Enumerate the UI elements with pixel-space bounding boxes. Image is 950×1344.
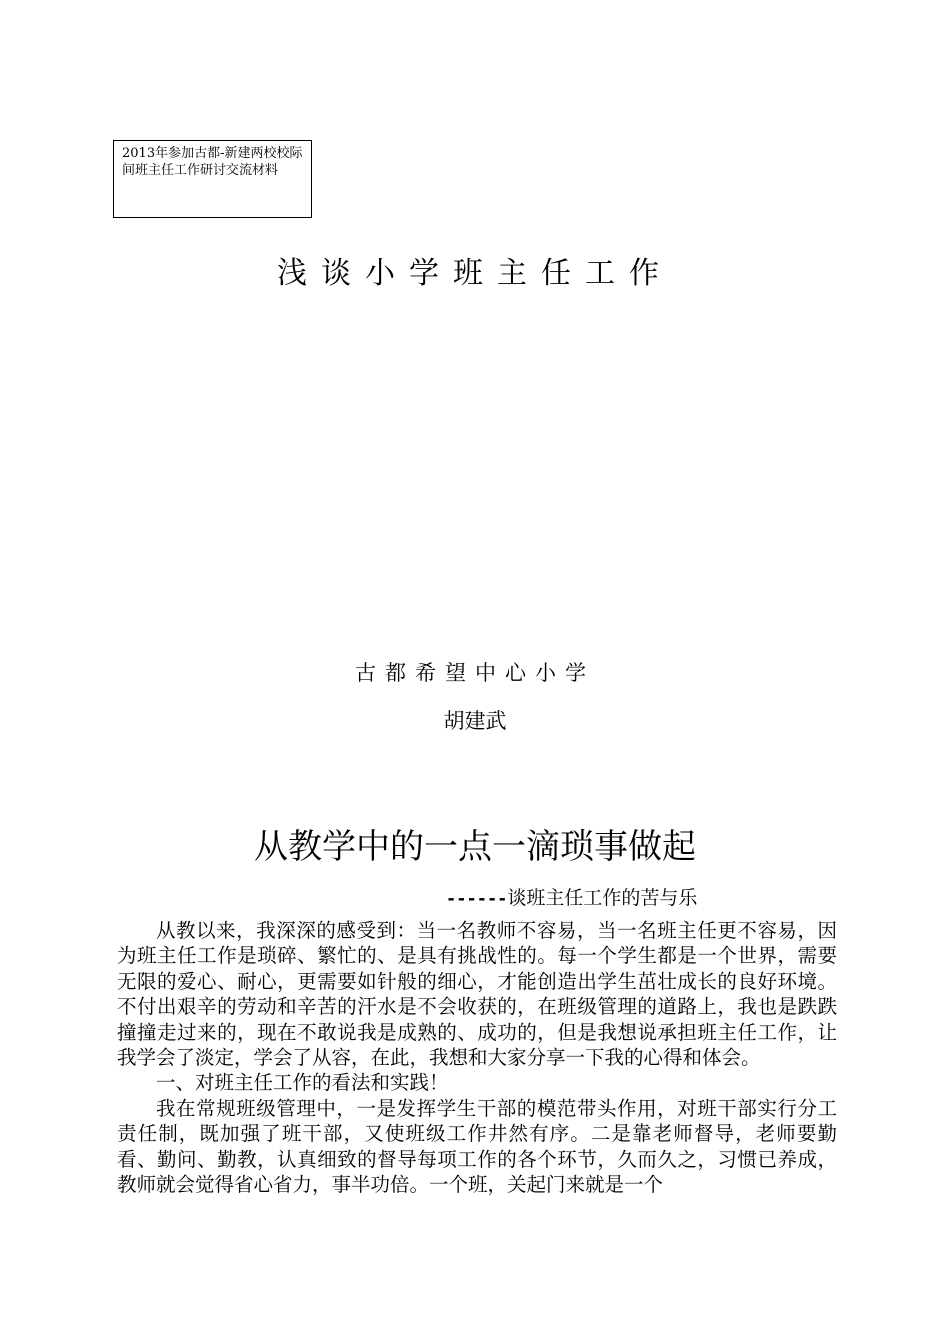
author-name: 胡建武 [443,709,507,733]
article-body [117,918,837,1197]
article-subtitle [446,884,697,913]
article-title: 从教学中的一点一滴琐事做起 [254,827,696,867]
paragraph-practice: 我在常规班级管理中，一是发挥学生干部的模范带头作用，对班干部实行分工责任制，既加强了班干部，又使班级工作井然有序。二是靠老师督导，老师要勤看、勤问、勤教，认真细致的督导每项工作的各个环节，久而久之，习惯已养成，教师就会觉得省心省力，事半功倍。一个班，关起门来就是一个 [117,1096,837,1197]
section-heading: 一、对班主任工作的看法和实践！ [156,1071,449,1095]
subtitle-dash: ------ [446,889,508,909]
note-box-text: 2013年参加古都-新建两校校际间班主任工作研讨交流材料 [122,146,303,178]
subtitle-text: 谈班主任工作的苦与乐 [507,887,698,909]
main-title: 浅谈小学班主任工作 [277,256,673,291]
school-name: 古都希望中心小学 [355,661,595,685]
note-box [113,140,312,218]
paragraph-intro: 从教以来，我深深的感受到：当一名教师不容易，当一名班主任更不容易，因为班主任工作是琐碎、繁忙的、是具有挑战性的。每一个学生都是一个世界，需要无限的爱心、耐心，更需要如针般的细心，才能创造出学生茁壮成长的良好环境。不付出艰辛的劳动和辛苦的汗水是不会收获的，在班级管理的道路上，我也是跌跌撞撞走过来的，现在不敢说我是成熟的、成功的，但是我想说承担班主任工作，让我学会了淡定，学会了从容，在此，我想和大家分享一下我的心得和体会。 [117,919,837,1070]
